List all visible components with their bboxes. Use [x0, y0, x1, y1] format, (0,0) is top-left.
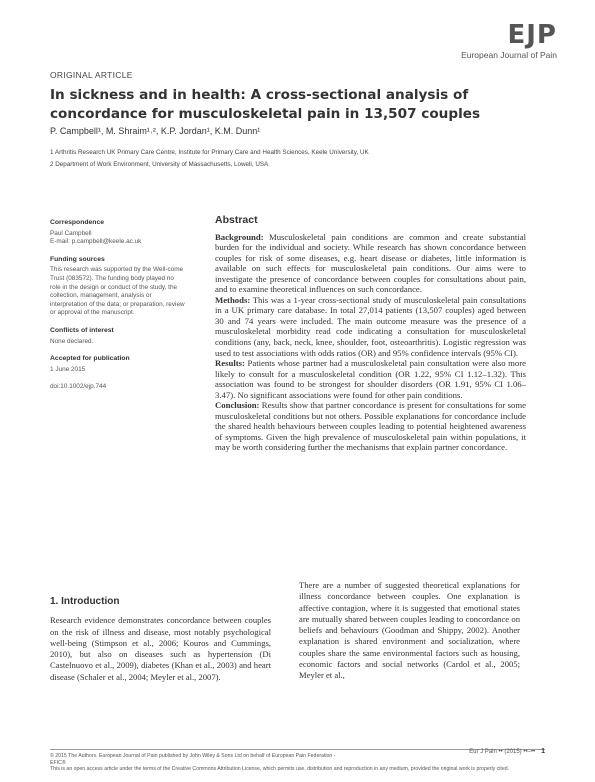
- conflicts-text: None declared.: [50, 337, 94, 345]
- page-number: 1: [541, 748, 545, 755]
- abstract-heading: Abstract: [215, 214, 258, 226]
- journal-name: European Journal of Pain: [461, 50, 557, 60]
- accepted-date: 1 June 2015: [50, 365, 86, 373]
- conclusion-text: Results show that partner concordance is present for consultations for some musculoskeletal conditions but not others. Possible explanations for concordance include the shared health behaviours between couples leading to potential heightened awareness of symptoms. Given the high prevalence of musculoskeletal pain within populations, it may be worth considering further the mechanisms that explain partner concordance.: [215, 400, 527, 453]
- intro-paragraph-left: Research evidence demonstrates concordance between couples on the risk of illness and disease, most notably psychological well-being (Stimpson et al., 2006; Kouros and Cummings, 2010), but also on diseases such as hypertension (Di Castelnuovo et al., 2009), diabetes (Khan et al., 2003) and heart disease (Schaler et al., 2004; Meyler et al., 2007).: [50, 615, 271, 682]
- funding-text: This research was supported by the Well-come Trust (083572). The funding body played no role in the design or conduct of the study, the collection, management, analysis or interpretation of the data; or preparation, review or approval of the manuscript.: [50, 266, 185, 317]
- copyright-notice: © 2015 The Authors. European Journal of Pain published by John Wiley & Sons Ltd on behalf of European Pain Federation - EFIC®: [50, 753, 336, 766]
- article-type: ORIGINAL ARTICLE: [50, 70, 133, 80]
- intro-right-column: [299, 580, 520, 682]
- doi-link[interactable]: doi:10.1002/ejp.744: [50, 383, 107, 391]
- author-list: P. Campbell¹, M. Shraim¹˒², K.P. Jordan¹, K.M. Dunn¹: [50, 126, 261, 136]
- correspondence-email[interactable]: E-mail: p.campbell@keele.ac.uk: [50, 238, 142, 246]
- intro-left-column: [50, 596, 271, 683]
- intro-paragraph-right: There are a number of suggested theoretical explanations for illness concordance between couples. One explanation is affective contagion, where it is suggested that emotional states are mutually shared between couples leading to concordance on beliefs and behaviours (Goodman and Shippy, 2002). Another explanation is shared environment and socialization, where couples share the same environmental factors such as housing, economic factors and social networks (Cardol et al., 2005; Meyler et al.,: [299, 580, 520, 681]
- methods-label: Methods:: [215, 294, 251, 305]
- correspondence-name: Paul Campbell: [50, 229, 92, 237]
- abstract-conclusion: [215, 400, 526, 453]
- affiliations: [50, 147, 369, 171]
- journal-logo: [461, 22, 557, 60]
- results-label: Results:: [215, 358, 245, 369]
- accepted-heading: Accepted for publication: [50, 355, 130, 363]
- methods-text: This was a 1-year cross-sectional study of musculoskeletal pain consultations in a UK primary care database. In total 27,014 patients (13,507 couples) aged between 30 and 74 years were included. The main outcome measure was the presence of a musculoskeletal morbidity read code indicating a consultation for musculoskeletal conditions (any, back, neck, knee, shoulder, foot, osteoarthritis). Logistic regression was used to test associations with odds ratios (OR) and 95% confidence intervals (95% CI).: [215, 294, 527, 358]
- journal-citation: Eur J Pain •• (2015) ••–••: [469, 749, 536, 755]
- article-title: In sickness and in health: A cross-sectional analysis of concordance for musculoskeletal pain in 13,507 couples: [50, 87, 481, 122]
- conclusion-label: Conclusion:: [215, 400, 260, 411]
- background-label: Background:: [215, 231, 264, 242]
- footer-journal-ref: [469, 748, 545, 755]
- intro-heading: 1. Introduction: [50, 596, 120, 607]
- results-text: Patients whose partner had a musculoskeletal pain consultation were also more likely to consult for a musculoskeletal condition (OR 1.22, 95% CI 1.12–1.32). This association was found to be strongest for shoulder disorders (OR 1.91, 95% CI 1.06–3.47). No significant associations were found for other pain conditions.: [215, 358, 527, 400]
- abstract-results: [215, 358, 526, 400]
- funding-heading: Funding sources: [50, 255, 105, 263]
- background-text: Musculoskeletal pain conditions are common and create substantial burden for the individual and society. While research has shown concordance between couples for risk of some diseases, e.g. heart disease or diabetes, little information is available on such effects for musculoskeletal pain conditions. Our aims were to investigate the presence of concordance between couples for consultations about pain, and to examine theoretical influences on such concordance.: [215, 231, 526, 295]
- conflicts-heading: Conflicts of interest: [50, 326, 114, 334]
- journal-logo-mark: EJP: [507, 20, 557, 50]
- abstract-methods: [215, 295, 526, 358]
- correspondence-heading: Correspondence: [50, 219, 105, 226]
- affiliation-2: 2 Department of Work Environment, University of Massachusetts, Lowell, USA: [50, 161, 269, 168]
- abstract: [215, 215, 526, 453]
- affiliation-1: 1 Arthritis Research UK Primary Care Centre, Institute for Primary Care and Health Sciences, Keele University, UK: [50, 149, 369, 156]
- license-notice: This is an open access article under the terms of the Creative Commons Attribution License, which permits use, distribution and reproduction in any medium, provided the original work is properly cited.: [50, 766, 510, 773]
- abstract-background: [215, 232, 526, 295]
- article-info-sidebar: [50, 219, 185, 392]
